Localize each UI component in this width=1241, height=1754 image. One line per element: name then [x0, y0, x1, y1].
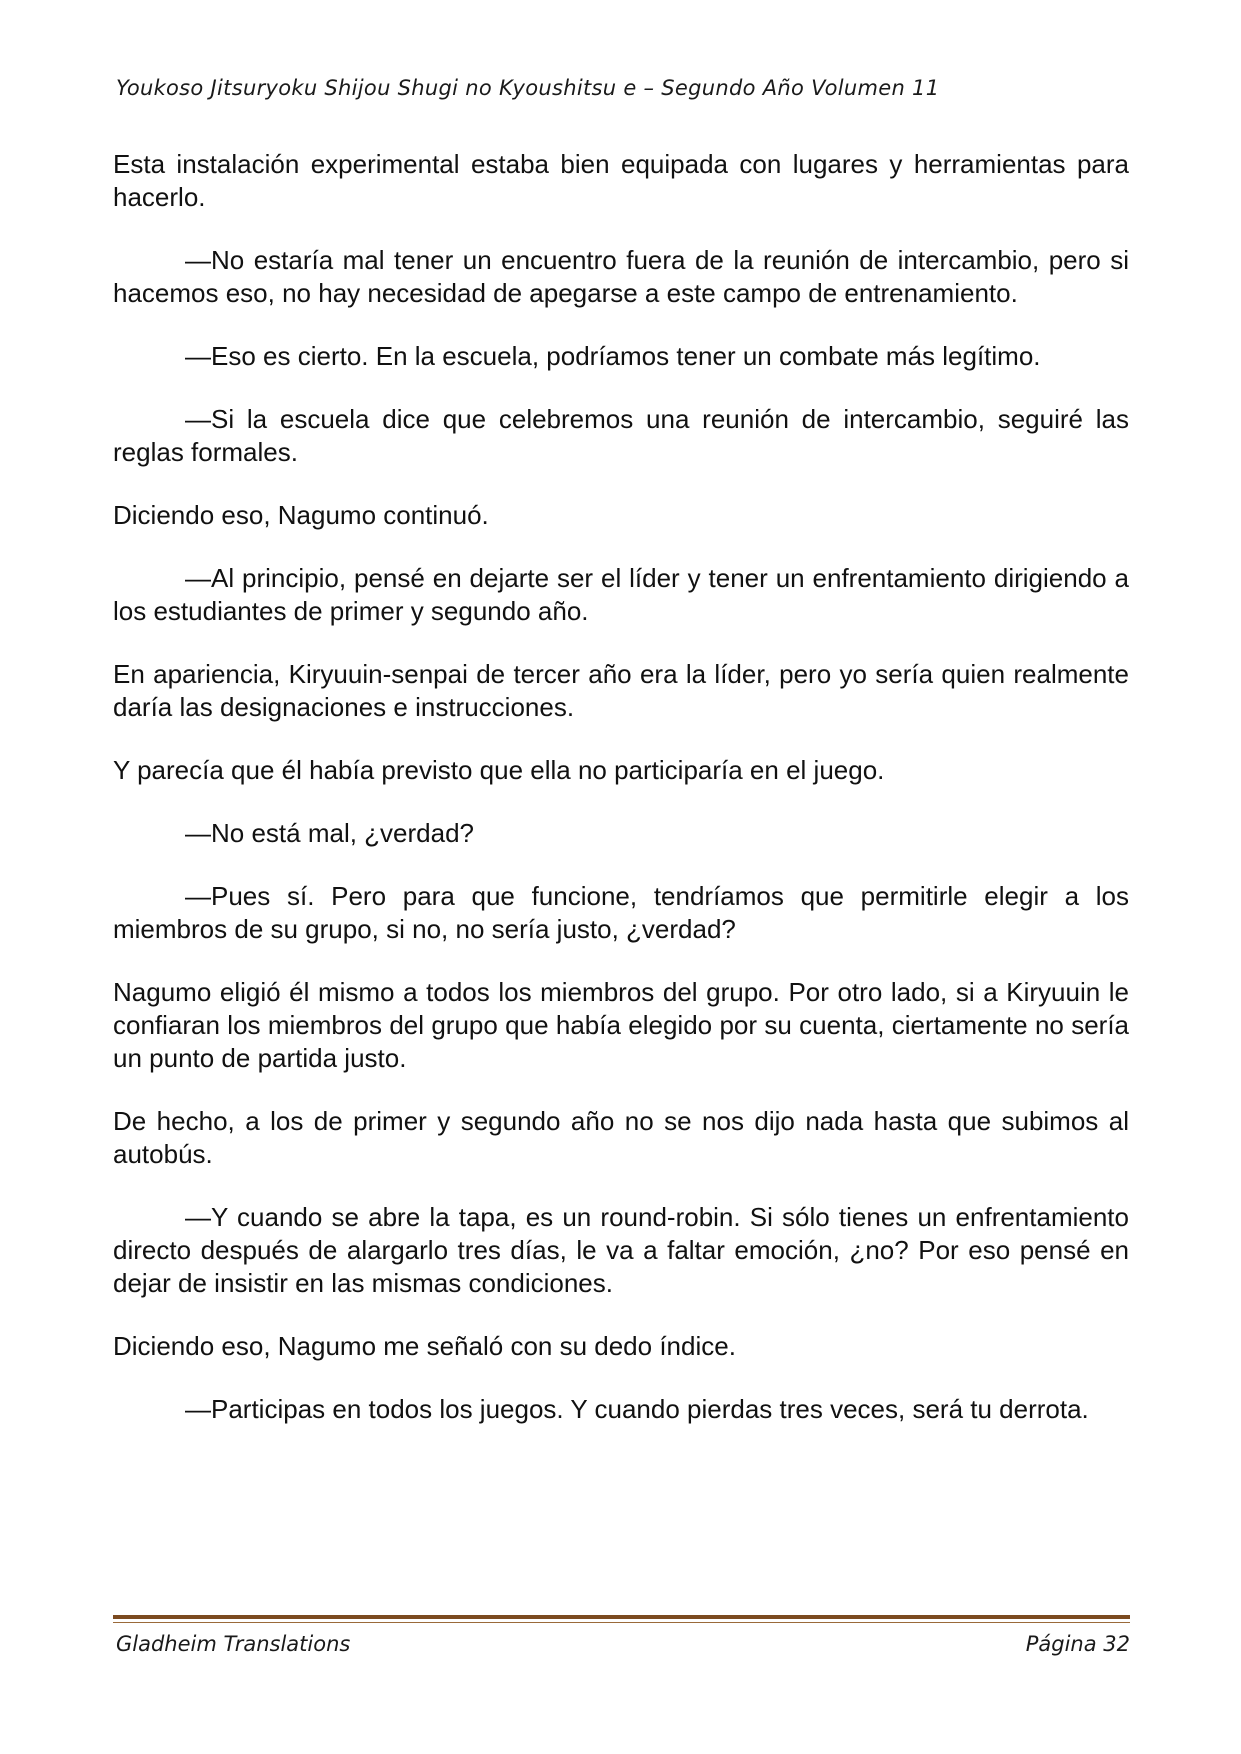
dialog-paragraph: —Pues sí. Pero para que funcione, tendríamos que permitirle elegir a los miembros de su grupo, si no, no sería justo, ¿verdad?: [113, 881, 1129, 944]
paragraph: Y parecía que él había previsto que ella no participaría en el juego.: [113, 755, 885, 785]
footer-divider-thin: [113, 1622, 1130, 1623]
dialog-paragraph: —Eso es cierto. En la escuela, podríamos tener un combate más legítimo.: [185, 341, 1041, 371]
paragraph: Esta instalación experimental estaba bien equipada con lugares y herramientas para hacerlo.: [113, 149, 1129, 212]
dialog-paragraph: —No estaría mal tener un encuentro fuera de la reunión de intercambio, pero si hacemos eso, no hay necesidad de apegarse a este campo de entrenamiento.: [113, 245, 1129, 308]
paragraph: De hecho, a los de primer y segundo año no se nos dijo nada hasta que subimos al autobús.: [113, 1106, 1129, 1169]
paragraph: En apariencia, Kiryuuin-senpai de tercer año era la líder, pero yo sería quien realmente daría las designaciones e instrucciones.: [113, 659, 1129, 722]
footer-translator: Gladheim Translations: [116, 1632, 351, 1656]
paragraph: Nagumo eligió él mismo a todos los miembros del grupo. Por otro lado, si a Kiryuuin le confiaran los miembros del grupo que había elegido por su cuenta, ciertamente no sería un punto de partida justo.: [113, 977, 1129, 1073]
footer-page-number: Página 32: [1025, 1632, 1130, 1656]
paragraph: Diciendo eso, Nagumo continuó.: [113, 500, 489, 530]
dialog-paragraph: —Y cuando se abre la tapa, es un round-robin. Si sólo tienes un enfrentamiento directo después de alargarlo tres días, le va a faltar emoción, ¿no? Por eso pensé en dejar de insistir en las mismas condiciones.: [113, 1202, 1129, 1298]
document-body: [113, 148, 1129, 1456]
footer-divider: [113, 1615, 1130, 1619]
page-header-title: Youkoso Jitsuryoku Shijou Shugi no Kyoushitsu e – Segundo Año Volumen 11: [116, 76, 940, 100]
dialog-paragraph: —Si la escuela dice que celebremos una reunión de intercambio, seguiré las reglas formales.: [113, 404, 1129, 467]
dialog-paragraph: —No está mal, ¿verdad?: [185, 818, 475, 848]
paragraph: Diciendo eso, Nagumo me señaló con su dedo índice.: [113, 1331, 736, 1361]
dialog-paragraph: —Al principio, pensé en dejarte ser el líder y tener un enfrentamiento dirigiendo a los estudiantes de primer y segundo año.: [113, 563, 1129, 626]
dialog-paragraph: —Participas en todos los juegos. Y cuando pierdas tres veces, será tu derrota.: [185, 1394, 1089, 1424]
